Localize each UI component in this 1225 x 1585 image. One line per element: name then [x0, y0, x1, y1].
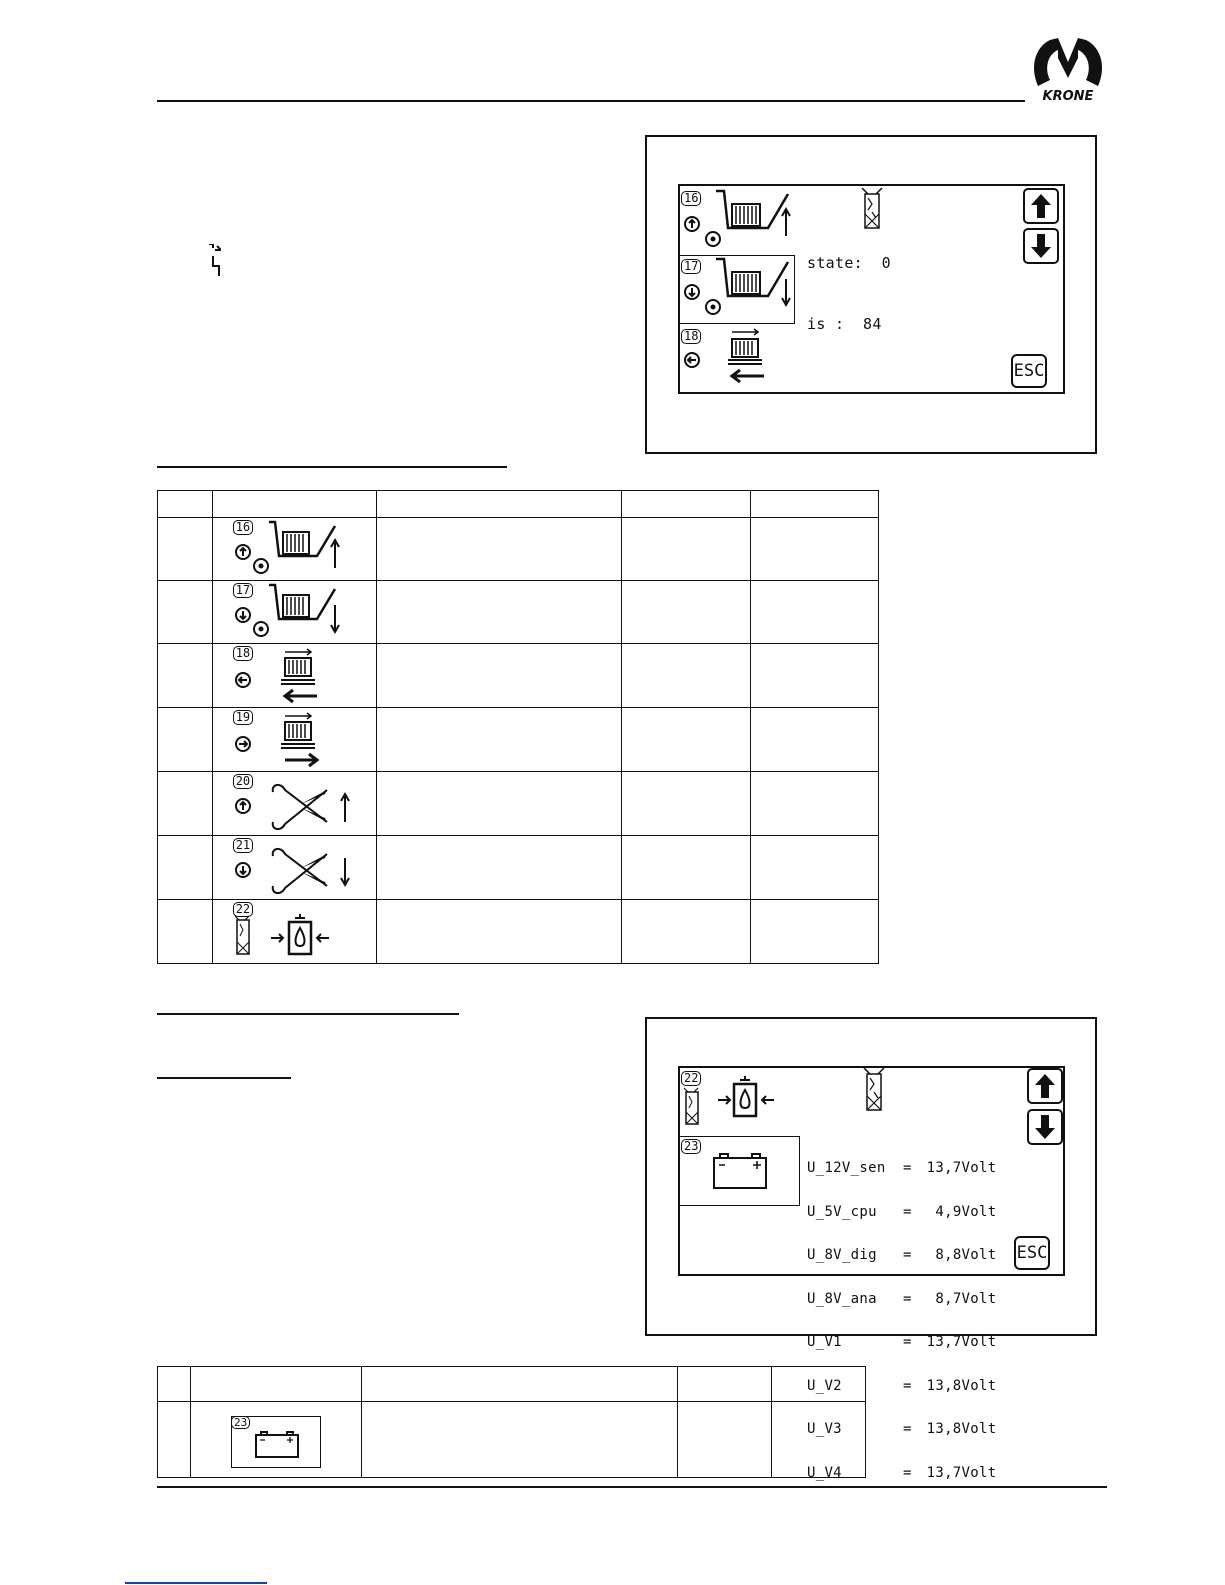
sensor-icon	[860, 188, 884, 230]
component-table-2	[157, 1366, 866, 1478]
row-number-tag: 20	[233, 774, 253, 789]
pickup-up-icon	[231, 518, 371, 580]
small-symbol-2	[211, 256, 221, 276]
scroll-up-button[interactable]	[1023, 188, 1059, 224]
krone-logo-icon	[1028, 28, 1108, 103]
sensor-icon	[862, 1068, 886, 1112]
voltage-row: U_V3 = 13,8Volt	[807, 1421, 997, 1437]
arrow-up-icon	[1030, 193, 1052, 219]
row-number-tag: 19	[233, 710, 253, 725]
scroll-down-button[interactable]	[1023, 228, 1059, 264]
scroll-up-button[interactable]	[1027, 1068, 1063, 1104]
screen2-display	[678, 1066, 1065, 1481]
component-table-1	[157, 490, 879, 964]
battery-icon	[253, 1428, 303, 1460]
feed-left-icon[interactable]	[680, 324, 800, 390]
state-readout: state: 0	[807, 254, 892, 272]
item-17-number: 17	[681, 259, 701, 274]
knife-down-icon	[231, 836, 371, 898]
screen2-frame	[645, 1017, 1097, 1481]
table-row	[158, 836, 879, 900]
lightning-icon	[211, 256, 221, 276]
voltage-row: U_5V_cpu = 4,9Volt	[807, 1203, 997, 1220]
scroll-down-button[interactable]	[1027, 1109, 1063, 1145]
arrow-down-icon	[1030, 233, 1052, 259]
feed-right-icon	[231, 708, 371, 770]
voltage-row: U_V4 = 13,7Volt	[807, 1464, 997, 1481]
oil-pressure-icon[interactable]	[680, 1068, 790, 1130]
row-number-tag: 16	[233, 520, 253, 535]
table-row	[158, 1402, 866, 1478]
voltage-row: U_12V_sen = 13,7Volt	[807, 1160, 997, 1176]
voltage-row: U_8V_dig = 8,8Volt	[807, 1247, 997, 1263]
voltage-row: U_V2 = 13,8Volt	[807, 1377, 997, 1394]
table-header-row	[158, 1367, 866, 1402]
row-number-tag: 23	[231, 1416, 250, 1429]
screen1-display	[678, 184, 1065, 394]
arrow-up-icon	[1034, 1073, 1056, 1099]
table-row	[158, 708, 879, 772]
pickup-down-icon	[680, 254, 800, 320]
oil-pressure-icon	[231, 900, 371, 962]
footer-link-underline[interactable]	[125, 1582, 267, 1584]
pickup-up-icon[interactable]	[680, 186, 800, 252]
table-row	[158, 581, 879, 644]
battery-icon	[710, 1150, 770, 1190]
item-22-number: 22	[681, 1071, 701, 1086]
pickup-down-icon	[231, 581, 371, 643]
section-heading-underline-1	[157, 466, 507, 468]
row-number-tag: 17	[233, 583, 253, 598]
feed-left-icon	[231, 644, 371, 706]
row-number-tag: 18	[233, 646, 253, 661]
esc-button[interactable]: ESC	[1014, 1236, 1050, 1270]
item-16-number: 16	[681, 191, 701, 206]
glyph-icon	[209, 244, 221, 252]
voltage-row: U_8V_ana = 8,7Volt	[807, 1290, 997, 1307]
knife-up-icon	[231, 772, 371, 834]
table-row	[158, 518, 879, 581]
small-symbol-1	[209, 237, 221, 245]
krone-logo	[1028, 28, 1108, 103]
section-heading-underline-2	[157, 1013, 459, 1015]
item-18-number: 18	[681, 329, 701, 344]
table-row	[158, 644, 879, 708]
table-row	[158, 900, 879, 964]
subheading-underline	[157, 1077, 291, 1079]
footer-rule	[157, 1486, 1107, 1488]
is-readout: is : 84	[807, 315, 882, 333]
arrow-down-icon	[1034, 1114, 1056, 1140]
table-header-row	[158, 491, 879, 518]
table-row	[158, 772, 879, 836]
screen1-frame	[645, 135, 1097, 454]
header-rule	[157, 100, 1025, 102]
voltage-row: U_V1 = 13,7Volt	[807, 1334, 997, 1350]
row-number-tag: 22	[233, 902, 253, 917]
esc-button[interactable]: ESC	[1011, 354, 1047, 388]
svg-text:KRONE: KRONE	[1042, 89, 1094, 103]
item-23-number: 23	[681, 1139, 701, 1154]
row-number-tag: 21	[233, 838, 253, 853]
